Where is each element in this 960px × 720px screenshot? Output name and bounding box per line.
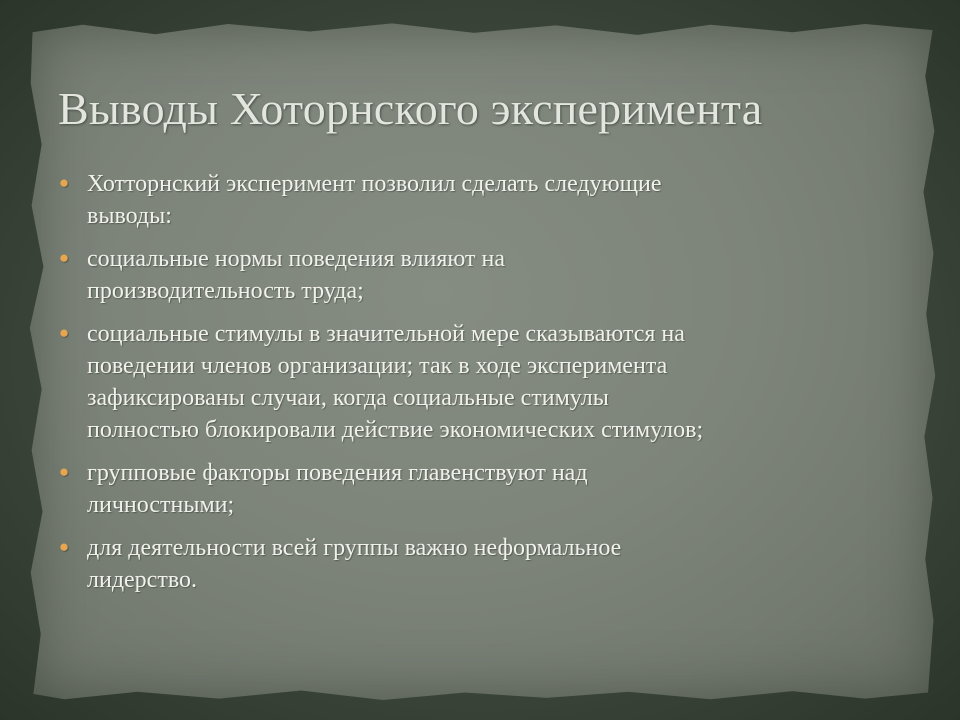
bullet-dot-icon: ● [58,173,70,192]
bullet-dot-icon: ● [58,248,70,267]
bullet-text-line: производительность труда; [87,278,364,304]
bullet-dot-icon: ● [58,323,70,342]
bullet-text-line: выводы: [87,203,172,229]
bullet-dot-icon: ● [58,462,70,481]
bullet-item [58,168,898,232]
bullet-text-line: групповые факторы поведения главенствуют над [87,460,588,486]
bullet-text-line: поведении членов организации; так в ходе эксперимента [87,353,668,379]
bullet-text-line: зафиксированы случаи, когда социальные стимулы [87,385,609,411]
bullet-text-line: лидерство. [87,567,197,593]
bullet-text-line: Хотторнский эксперимент позволил сделать следующие [87,171,662,197]
bullet-text-line: личностными; [87,492,235,518]
bullet-text-line: социальные нормы поведения влияют на [87,246,505,272]
bullet-item [58,457,898,521]
bullet-dot-icon: ● [58,537,70,556]
slide-title: Выводы Хоторнского эксперимента [58,83,763,134]
bullet-text-line: для деятельности всей группы важно неформальное [87,535,622,561]
bullet-text-line: социальные стимулы в значительной мере сказываются на [87,321,685,347]
bullet-item [58,532,898,596]
bullet-item [58,318,898,446]
bullet-list [58,168,898,607]
bullet-item [58,243,898,307]
bullet-text-line: полностью блокировали действие экономических стимулов; [87,417,704,443]
